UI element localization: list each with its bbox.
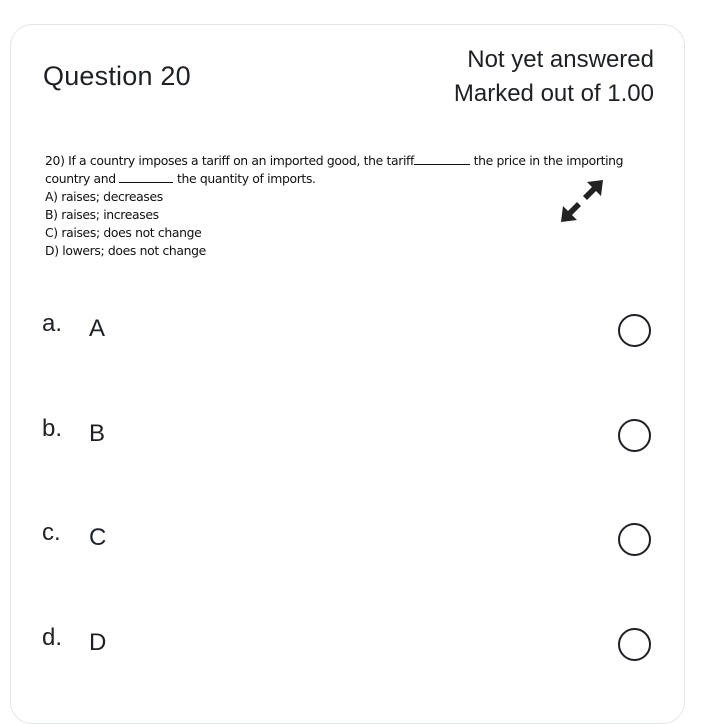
- answer-blank-1: [414, 153, 470, 165]
- image-choice-b: B) raises; increases: [45, 207, 159, 222]
- option-d[interactable]: [11, 607, 686, 667]
- question-title: Question 20: [43, 61, 191, 91]
- image-choice-d: D) lowers; does not change: [45, 243, 206, 258]
- question-text-line-1: 20) If a country imposes a tariff on an imported good, the tariff the price in the importing: [45, 153, 624, 168]
- answer-blank-2: [119, 171, 173, 183]
- option-label: C: [89, 524, 107, 551]
- option-a-radio[interactable]: [618, 314, 651, 347]
- option-label: A: [89, 315, 106, 342]
- option-letter: a.: [42, 310, 63, 337]
- option-c-radio[interactable]: [618, 523, 651, 556]
- option-letter: b.: [42, 415, 63, 442]
- option-b-radio[interactable]: [618, 419, 651, 452]
- expand-arrows-icon[interactable]: [557, 176, 607, 226]
- option-letter: c.: [42, 519, 61, 546]
- answer-status: Not yet answered: [467, 46, 654, 73]
- image-choice-a: A) raises; decreases: [45, 189, 163, 204]
- option-a[interactable]: [11, 293, 686, 353]
- option-b[interactable]: [11, 398, 686, 458]
- question-status-block: [454, 43, 654, 111]
- question-text-line-2: country and the quantity of imports.: [45, 171, 316, 186]
- option-letter: d.: [42, 624, 63, 651]
- question-card: [10, 24, 685, 724]
- image-choice-c: C) raises; does not change: [45, 225, 202, 240]
- option-d-radio[interactable]: [618, 628, 651, 661]
- option-c[interactable]: [11, 502, 686, 562]
- option-label: B: [89, 420, 106, 447]
- marks-info: Marked out of 1.00: [453, 80, 654, 107]
- option-label: D: [89, 629, 107, 656]
